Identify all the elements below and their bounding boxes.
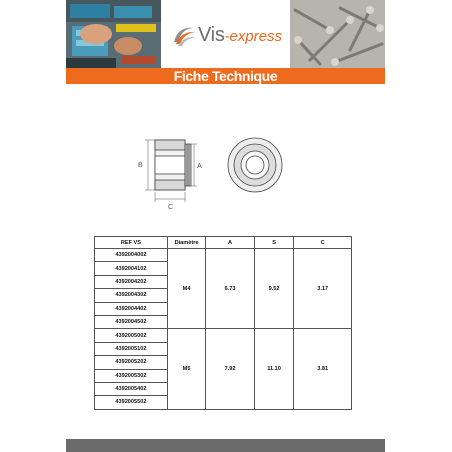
dimension-label-b: B	[138, 162, 143, 169]
ref-cell: 4392004102	[95, 262, 168, 275]
page-title: Fiche Technique	[173, 68, 278, 84]
dimension-label-c: C	[168, 204, 174, 210]
ref-cell: 4392005202	[95, 356, 168, 369]
logo-swoosh-icon	[172, 22, 198, 48]
s-cell: 11.10	[254, 329, 293, 409]
table-row	[95, 329, 352, 342]
logo-brand: Vis	[198, 24, 225, 46]
header-s: S	[254, 237, 293, 249]
header-ref: REF VS	[95, 237, 168, 249]
title-bar	[66, 68, 385, 84]
table-header-row	[95, 237, 352, 249]
ref-cell: 4392005502	[95, 396, 168, 409]
c-cell: 3.81	[294, 329, 352, 409]
front-view	[228, 138, 282, 192]
technical-drawing	[130, 120, 300, 210]
s-cell: 9.52	[254, 249, 293, 329]
diameter-cell: M4	[167, 249, 205, 329]
footer-bar	[66, 439, 385, 452]
ref-cell: 4392004202	[95, 275, 168, 288]
a-cell: 6.73	[206, 249, 255, 329]
diameter-cell: M5	[167, 329, 205, 409]
header-c: C	[294, 237, 352, 249]
side-view	[155, 140, 191, 190]
tools-photo	[66, 0, 161, 68]
logo-suffix: -express	[224, 28, 283, 45]
header-diameter: Diamètre	[167, 237, 205, 249]
table-row	[95, 249, 352, 262]
ref-cell: 4392005302	[95, 369, 168, 382]
ref-cell: 4392004502	[95, 315, 168, 328]
a-cell: 7.92	[206, 329, 255, 409]
ref-cell: 4392004002	[95, 249, 168, 262]
spec-table	[94, 236, 352, 410]
c-cell: 3.17	[294, 249, 352, 329]
header-a: A	[206, 237, 255, 249]
screws-photo	[290, 0, 385, 68]
ref-cell: 4392005002	[95, 329, 168, 342]
vis-express-logo	[172, 18, 288, 52]
header-banner	[66, 0, 385, 68]
dimension-label-a: A	[197, 163, 202, 170]
ref-cell: 4392005102	[95, 342, 168, 355]
ref-cell: 4392004402	[95, 302, 168, 315]
ref-cell: 4392005402	[95, 382, 168, 395]
ref-cell: 4392004302	[95, 289, 168, 302]
